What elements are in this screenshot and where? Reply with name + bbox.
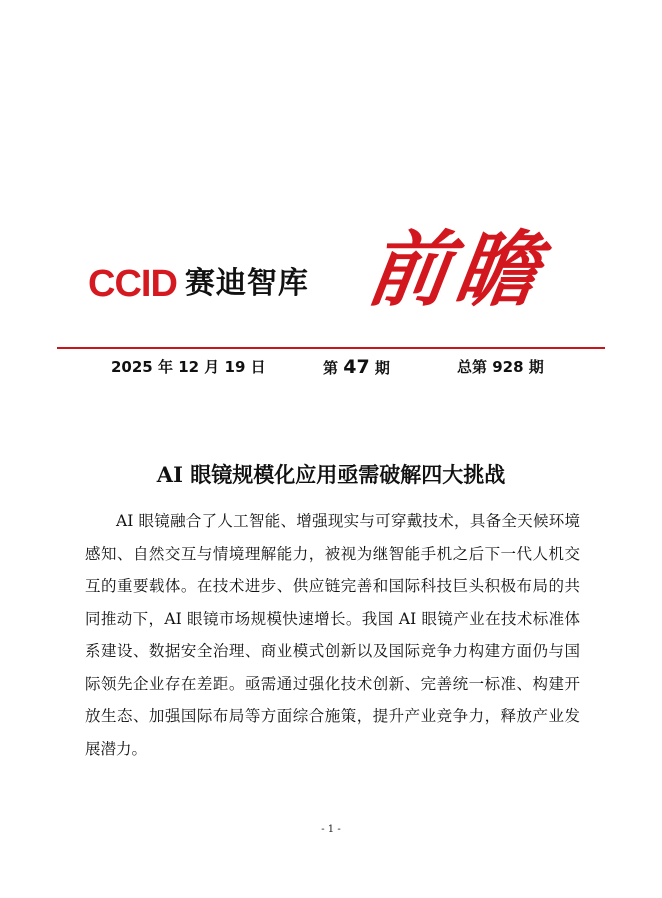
masthead-divider <box>57 347 605 349</box>
publication-title: 前瞻 <box>361 222 551 318</box>
ccid-logo <box>88 262 309 306</box>
issue-number-value: 47 <box>343 356 370 378</box>
issue-number-prefix: 第 <box>323 359 344 377</box>
issue-total-number: 总第 928 期 <box>457 358 544 376</box>
issue-number-suffix: 期 <box>369 359 390 377</box>
issue-date: 2025 年 12 月 19 日 <box>111 358 266 376</box>
ccid-logo-name: 赛迪智库 <box>184 266 309 301</box>
page-number: - 1 - <box>321 824 341 835</box>
article-headline: AI 眼镜规模化应用亟需破解四大挑战 <box>156 462 506 488</box>
article-abstract: AI 眼镜融合了人工智能、增强现实与可穿戴技术，具备全天候环境感知、自然交互与情境理解能力，被视为继智能手机之后下一代人机交互的重要载体。在技术进步、供应链完善和国际科技巨头积极布局的共同推动下，AI 眼镜市场规模快速增长。我国 AI 眼镜产业在技术标准体系建设、数据安全治理、商业模式创新以及国际竞争力构建方面仍与国际领先企业存在差距。亟需通过强化技术创新、完善统一标准、构建开放生态、加强国际布局等方面综合施策，提升产业竞争力，释放产业发展潜力。 <box>85 512 580 758</box>
ccid-logo-mark: CCID <box>88 263 177 305</box>
issue-number <box>323 352 390 382</box>
masthead <box>0 0 662 360</box>
